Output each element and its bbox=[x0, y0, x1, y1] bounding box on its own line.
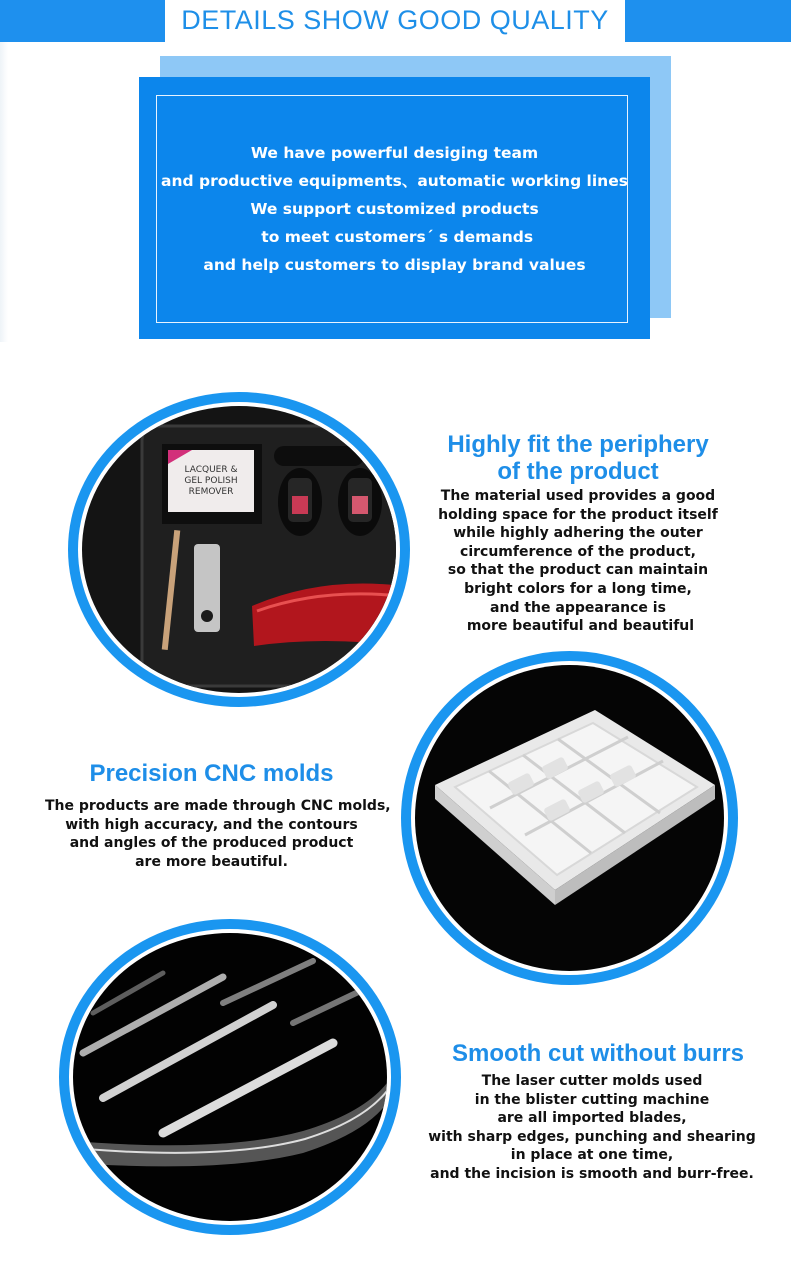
section-body-line: in place at one time, bbox=[510, 1147, 674, 1164]
header-bar-left bbox=[0, 0, 165, 42]
section-title-line: Highly fit the periphery bbox=[447, 431, 709, 458]
section-body-line: The products are made through CNC molds, bbox=[45, 798, 391, 814]
intro-line: and productive equipments、automatic working lines bbox=[161, 172, 628, 190]
section-body-line: and angles of the produced product bbox=[69, 835, 354, 852]
section-body-line: so that the product can maintain bbox=[447, 562, 709, 579]
section-body-line: in the blister cutting machine bbox=[474, 1091, 710, 1108]
kit-label-line: REMOVER bbox=[188, 487, 234, 497]
white-tray-photo bbox=[415, 665, 724, 971]
intro-text bbox=[139, 139, 650, 279]
section-body-line: circumference of the product, bbox=[460, 543, 696, 560]
section-body-line: are more beautiful. bbox=[135, 853, 288, 870]
header-bar-right bbox=[625, 0, 791, 42]
clear-edge-photo bbox=[73, 933, 387, 1221]
section-title-line: of the product bbox=[497, 458, 659, 485]
kit-tray-photo-ring bbox=[68, 392, 410, 707]
section-body-line: The material used provides a good bbox=[440, 488, 716, 504]
section-body-line: with sharp edges, punching and shearing bbox=[428, 1128, 756, 1145]
section-body-smooth-cut bbox=[410, 1072, 774, 1184]
intro-line: We support customized products bbox=[250, 200, 539, 218]
section-title-periphery bbox=[420, 431, 736, 485]
section-body-periphery bbox=[420, 487, 736, 636]
section-body-line: more beautiful and beautiful bbox=[461, 618, 695, 635]
intro-panel bbox=[139, 77, 650, 339]
kit-tray-photo bbox=[82, 406, 396, 693]
page-title: DETAILS SHOW GOOD QUALITY bbox=[181, 5, 609, 35]
section-body-line: and the incision is smooth and burr-free. bbox=[430, 1165, 754, 1182]
section-title-line: Precision CNC molds bbox=[89, 760, 334, 787]
section-body-cnc bbox=[45, 797, 391, 871]
left-edge-shade bbox=[0, 42, 8, 342]
white-tray-photo-ring bbox=[401, 651, 738, 985]
section-body-line: bright colors for a long time, bbox=[464, 580, 692, 597]
intro-line: and help customers to display brand values bbox=[203, 256, 586, 274]
section-title-line: Smooth cut without burrs bbox=[452, 1040, 744, 1067]
section-body-line: and the appearance is bbox=[490, 599, 666, 616]
section-body-line: while highly adhering the outer bbox=[453, 525, 703, 542]
section-body-line: with high accuracy, and the contours bbox=[65, 816, 358, 833]
section-body-line: holding space for the product itself bbox=[438, 506, 718, 523]
section-title-smooth-cut bbox=[422, 1040, 774, 1068]
section-body-line: are all imported blades, bbox=[497, 1110, 687, 1127]
section-title-cnc bbox=[45, 760, 378, 788]
clear-edge-photo-ring bbox=[59, 919, 401, 1235]
intro-line: to meet customers´ s demands bbox=[255, 228, 534, 246]
intro-line: We have powerful desiging team bbox=[250, 144, 539, 162]
kit-label-line: LACQUER & bbox=[184, 465, 238, 475]
section-body-line: The laser cutter molds used bbox=[481, 1073, 703, 1089]
kit-label-line: GEL POLISH bbox=[184, 476, 238, 486]
